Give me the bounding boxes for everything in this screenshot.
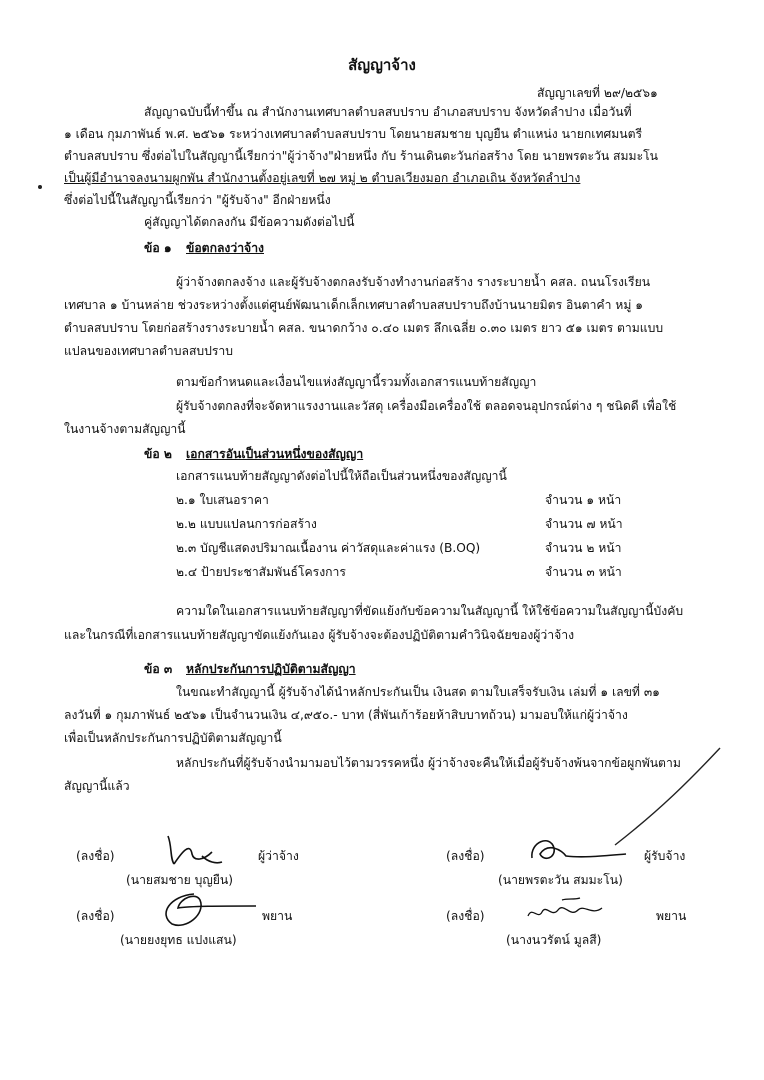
- clause-3-line: ในขณะทำสัญญานี้ ผู้รับจ้างได้นำหลักประกันเป็น เงินสด ตามใบเสร็จรับเงิน เล่มที่ ๑ เลขที่ ๓๑: [176, 685, 660, 699]
- witness1-role: พยาน: [262, 909, 293, 923]
- document-title: สัญญาจ้าง: [348, 56, 416, 74]
- clause-1-line: ผู้รับจ้างตกลงที่จะจัดหาแรงงานและวัสดุ เครื่องมือเครื่องใช้ ตลอดจนอุปกรณ์ต่าง ๆ ชนิดดี เพื่อใช้: [176, 399, 677, 413]
- clause-2-number: ข้อ ๒: [144, 447, 172, 461]
- witness1-sign-label: (ลงชื่อ): [76, 909, 115, 923]
- clause-1-line: แปลนของเทศบาลตำบลสบปราบ: [64, 344, 233, 358]
- employer-role: ผู้ว่าจ้าง: [258, 849, 299, 863]
- clause-3-number: ข้อ ๓: [144, 662, 173, 676]
- witness2-name: (นางนวรัตน์ มูลสี): [506, 933, 602, 947]
- attachment-item-amount: จำนวน ๑ หน้า: [545, 493, 622, 507]
- clause-3-line: สัญญานี้แล้ว: [64, 779, 130, 793]
- clause-2-lead: เอกสารแนบท้ายสัญญาดังต่อไปนี้ให้ถือเป็นส่วนหนึ่งของสัญญานี้: [176, 469, 507, 483]
- attachment-item-amount: จำนวน ๓ หน้า: [545, 565, 622, 579]
- witness2-sign-label: (ลงชื่อ): [446, 909, 485, 923]
- contractor-role: ผู้รับจ้าง: [644, 849, 686, 863]
- clause-2-heading: เอกสารอันเป็นส่วนหนึ่งของสัญญา: [186, 447, 364, 461]
- employer-signature: [160, 832, 230, 870]
- witness2-signature: [522, 896, 612, 926]
- scan-dot-mark: [38, 185, 42, 189]
- employer-name: (นายสมชาย บุญยืน): [126, 873, 234, 887]
- clause-1-line: ผู้ว่าจ้างตกลงจ้าง และผู้รับจ้างตกลงรับจ้างทำงานก่อสร้าง รางระบายน้ำ คสล. ถนนโรงเรียน: [176, 275, 651, 289]
- clause-1-line: ตามข้อกำหนดและเงื่อนไขแห่งสัญญานี้รวมทั้งเอกสารแนบท้ายสัญญา: [176, 375, 537, 389]
- intro-line: ตำบลสบปราบ ซึ่งต่อไปในสัญญานี้เรียกว่า"ผู้ว่าจ้าง"ฝ่ายหนึ่ง กับ ร้านเดินตะวันก่อสร้าง โดย นายพรตะวัน สมมะโน: [64, 149, 658, 163]
- intro-line: ซึ่งต่อไปนี้ในสัญญานี้เรียกว่า "ผู้รับจ้าง" อีกฝ่ายหนึ่ง: [64, 193, 331, 207]
- witness1-name: (นายยงยุทธ แปงแสน): [120, 933, 237, 947]
- witness1-signature: [150, 888, 260, 932]
- intro-line: สัญญาฉบับนี้ทำขึ้น ณ สำนักงานเทศบาลตำบลสบปราบ อำเภอสบปราบ จังหวัดลำปาง เมื่อวันที่: [144, 105, 632, 119]
- attachment-item-amount: จำนวน ๒ หน้า: [545, 541, 622, 555]
- agreement-line: คู่สัญญาได้ตกลงกัน มีข้อความดังต่อไปนี้: [144, 215, 355, 229]
- clause-2-after: ความใดในเอกสารแนบท้ายสัญญาที่ขัดแย้งกับข้อความในสัญญานี้ ให้ใช้ข้อความในสัญญานี้บังคับ: [176, 604, 684, 618]
- clause-1-line: เทศบาล ๑ บ้านหล่าย ช่วงระหว่างตั้งแต่ศูนย์พัฒนาเด็กเล็กเทศบาลตำบลสบปราบถึงบ้านนายมิตร อินตาคำ หมู่ ๑: [64, 298, 643, 312]
- intro-line: ๑ เดือน กุมภาพันธ์ พ.ศ. ๒๕๖๑ ระหว่างเทศบาลตำบลสบปราบ โดยนายสมชาย บุญยืน ตำแหน่ง นายกเทศมนตรี: [64, 127, 643, 141]
- contractor-sign-label: (ลงชื่อ): [446, 849, 485, 863]
- clause-1-heading: ข้อตกลงว่าจ้าง: [186, 241, 264, 255]
- attachment-item-label: ๒.๒ แบบแปลนการก่อสร้าง: [176, 517, 317, 531]
- clause-3-line: หลักประกันที่ผู้รับจ้างนำมามอบไว้ตามวรรคหนึ่ง ผู้ว่าจ้างจะคืนให้เมื่อผู้รับจ้างพ้นจากข้อผูกพันตาม: [176, 756, 681, 770]
- clause-1-line: ในงานจ้างตามสัญญานี้: [64, 422, 186, 436]
- attachment-item-amount: จำนวน ๗ หน้า: [545, 517, 623, 531]
- contractor-name: (นายพรตะวัน สมมะโน): [498, 873, 623, 887]
- clause-3-heading: หลักประกันการปฏิบัติตามสัญญา: [186, 662, 356, 676]
- clause-1-line: ตำบลสบปราบ โดยก่อสร้างรางระบายน้ำ คสล. ขนาดกว้าง ๐.๔๐ เมตร ลึกเฉลี่ย ๐.๓๐ เมตร ยาว ๕๑ เมตร ตามแบบ: [64, 321, 664, 335]
- employer-sign-label: (ลงชื่อ): [76, 849, 115, 863]
- witness2-role: พยาน: [656, 909, 687, 923]
- clause-2-after: และในกรณีที่เอกสารแนบท้ายสัญญาขัดแย้งกันเอง ผู้รับจ้างจะต้องปฏิบัติตามคำวินิจฉัยของผู้ว่าจ้าง: [64, 628, 575, 642]
- clause-1-number: ข้อ ๑: [144, 241, 172, 255]
- attachment-item-label: ๒.๑ ใบเสนอราคา: [176, 493, 269, 507]
- clause-3-line: ลงวันที่ ๑ กุมภาพันธ์ ๒๕๖๑ เป็นจำนวนเงิน ๔,๙๕๐.- บาท (สี่พันเก้าร้อยห้าสิบบาทถ้วน) มามอบให้แก่ผู้ว่าจ้าง: [64, 708, 628, 722]
- clause-3-line: เพื่อเป็นหลักประกันการปฏิบัติตามสัญญานี้: [64, 731, 282, 745]
- contractor-signature: [522, 828, 632, 868]
- contract-number: สัญญาเลขที่ ๒๙/๒๕๖๑: [537, 86, 658, 100]
- attachment-item-label: ๒.๔ ป้ายประชาสัมพันธ์โครงการ: [176, 565, 346, 579]
- attachment-item-label: ๒.๓ บัญชีแสดงปริมาณเนื้องาน ค่าวัสดุและค่าแรง (B.OQ): [176, 541, 481, 555]
- intro-line: เป็นผู้มีอำนาจลงนามผูกพัน สำนักงานตั้งอยู่เลขที่ ๒๗ หมู่ ๒ ตำบลเวียงมอก อำเภอเถิน จังหวัดลำปาง: [64, 171, 581, 185]
